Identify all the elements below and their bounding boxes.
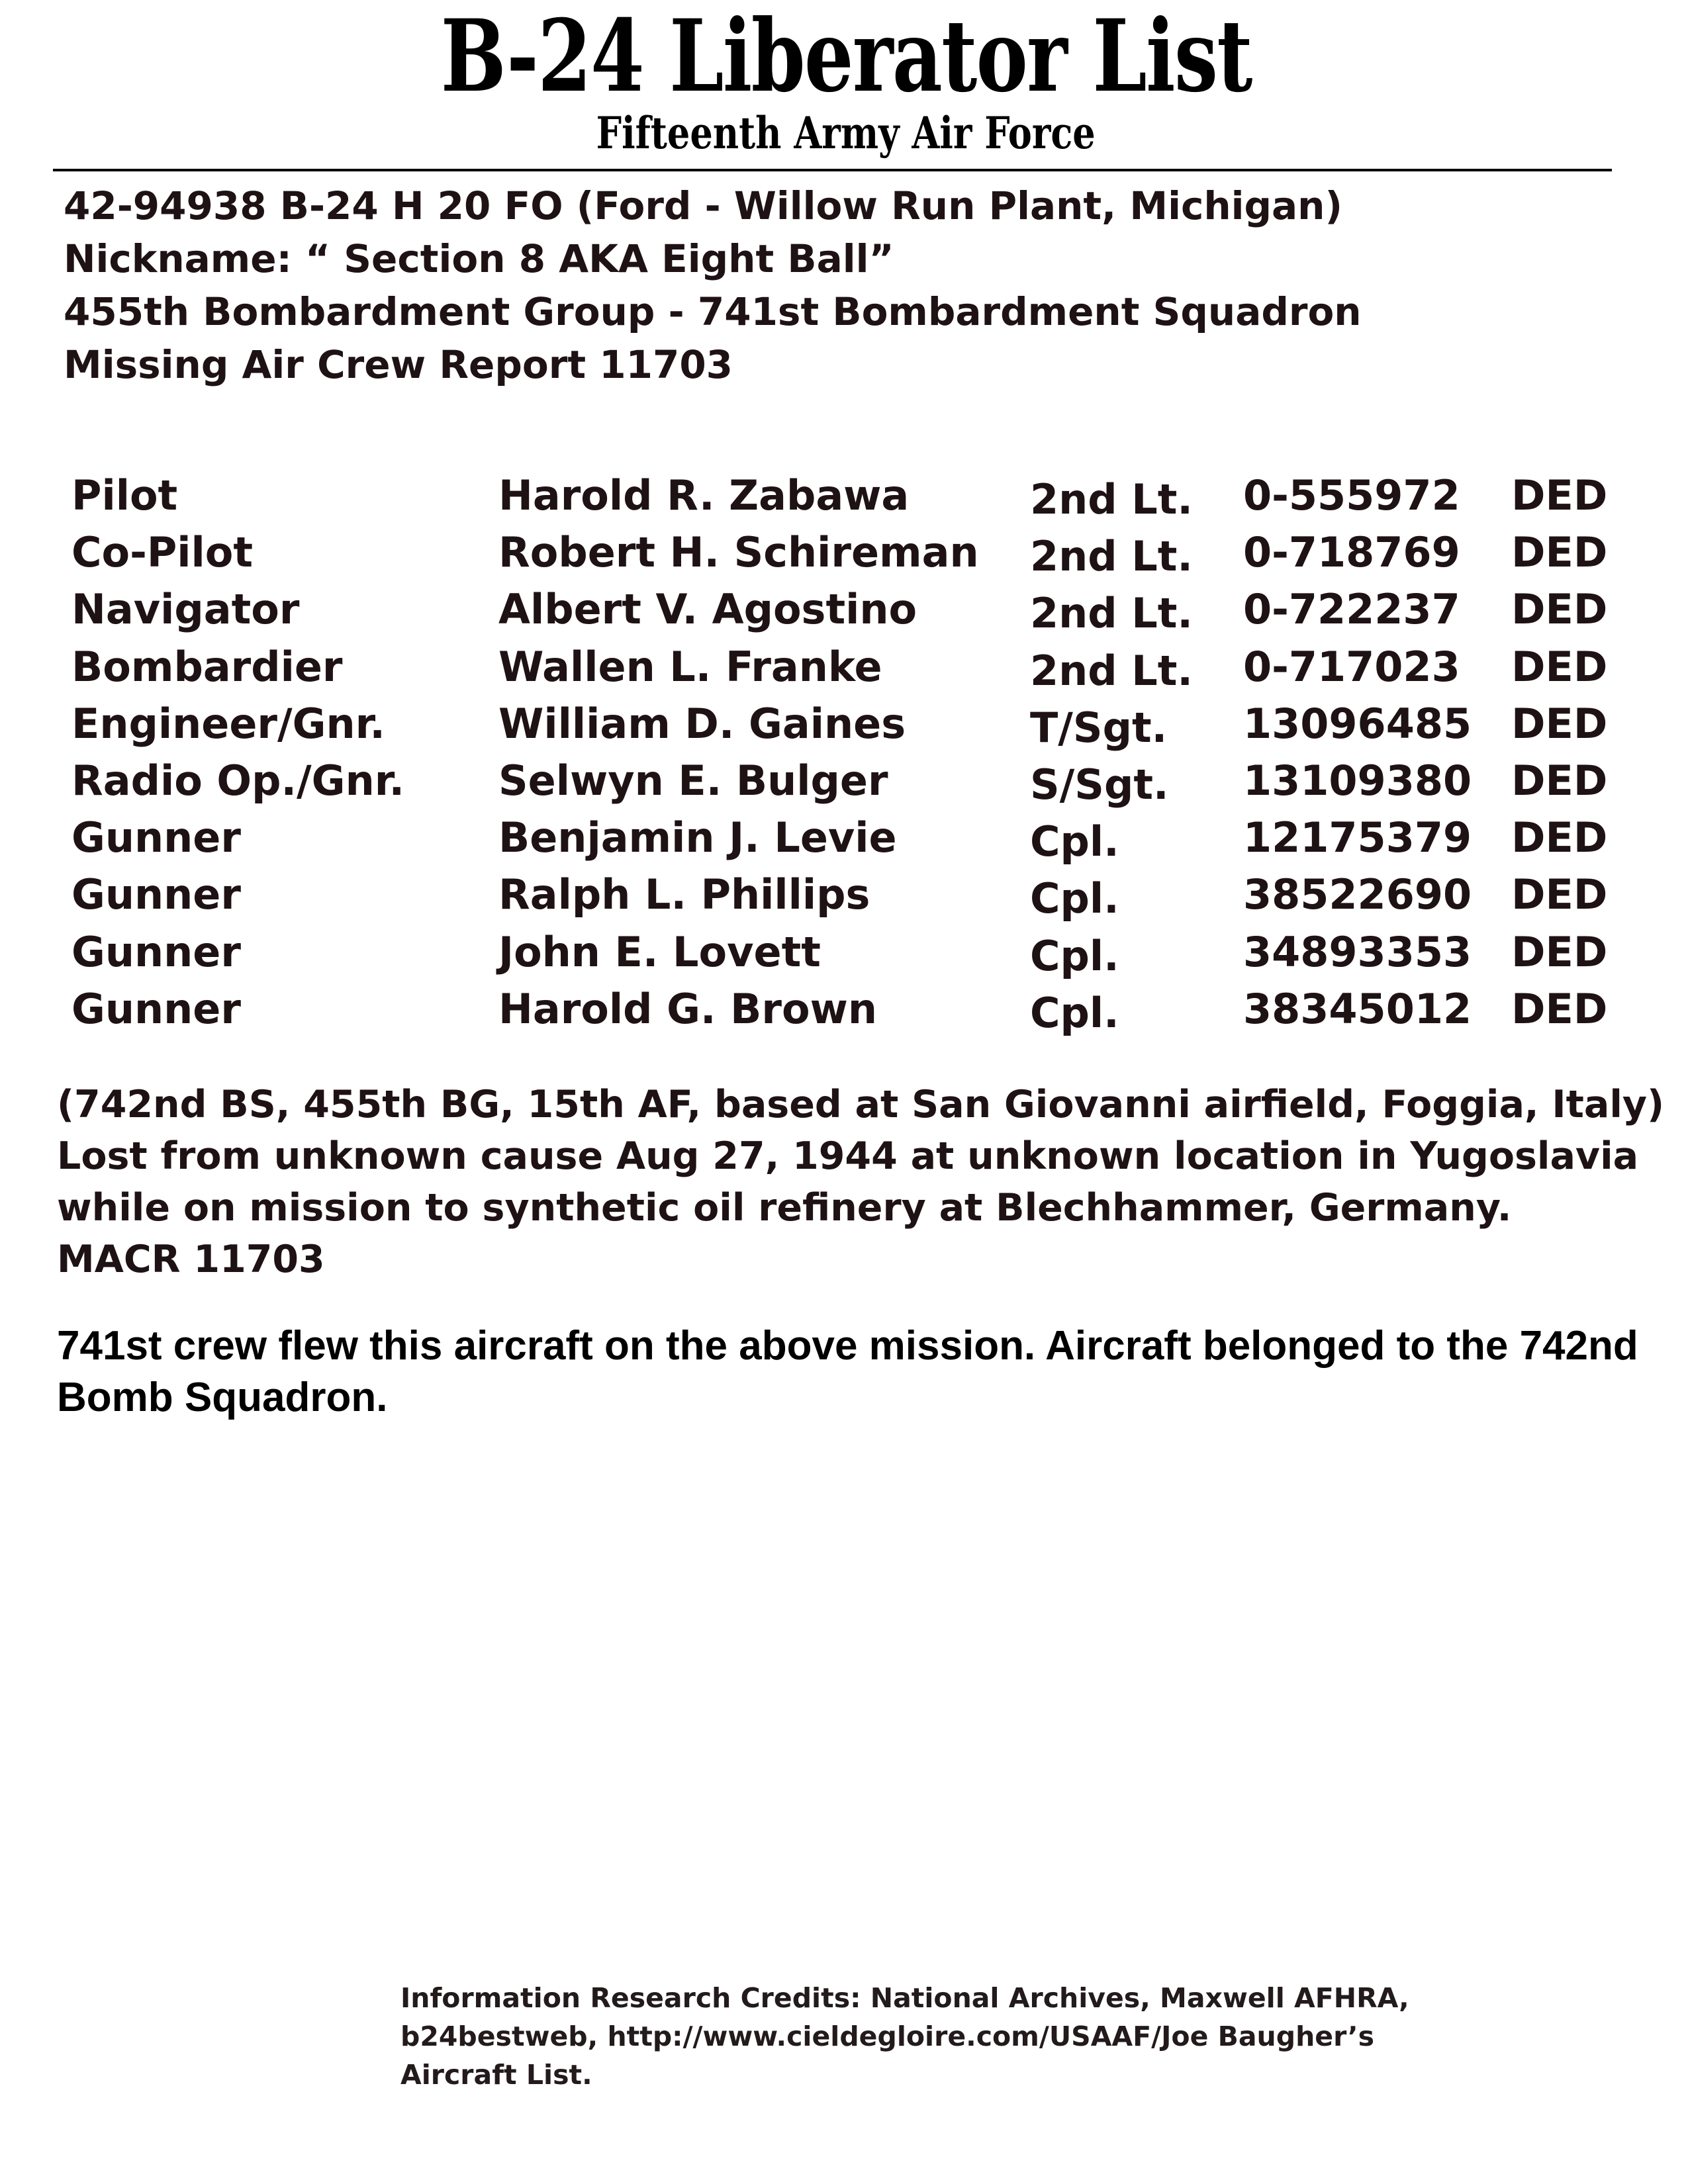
crew-name: William D. Gaines	[498, 699, 906, 748]
crew-note: 741st crew flew this aircraft on the above mission. Aircraft belonged to the 742nd Bomb Squadron.	[57, 1323, 1638, 1420]
aircraft-serial-line: 42-94938 B-24 H 20 FO (Ford - Willow Run Plant, Michigan)	[64, 183, 1342, 228]
loss-details	[57, 1079, 1664, 1285]
aircraft-nickname-line: Nickname: “ Section 8 AKA Eight Ball”	[64, 236, 894, 281]
crew-serial: 13109380	[1243, 756, 1472, 805]
crew-position: Gunner	[71, 813, 241, 862]
crew-position: Pilot	[71, 471, 178, 520]
crew-serial: 0-717023	[1243, 642, 1460, 691]
crew-status: DED	[1511, 984, 1608, 1033]
crew-name: Albert V. Agostino	[498, 585, 917, 634]
credits-line: b24bestweb, http://www.cieldegloire.com/USAAF/Joe Baugher’s	[400, 2021, 1375, 2052]
crew-status: DED	[1511, 699, 1608, 748]
crew-rank: 2nd Lt.	[1030, 475, 1193, 523]
crew-rank: S/Sgt.	[1030, 760, 1169, 809]
crew-name: Selwyn E. Bulger	[498, 756, 888, 805]
crew-position: Gunner	[71, 870, 241, 919]
crew-name: Benjamin J. Levie	[498, 813, 897, 862]
crew-name: Robert H. Schireman	[498, 528, 979, 577]
crew-status: DED	[1511, 813, 1608, 862]
crew-rank: 2nd Lt.	[1030, 532, 1193, 581]
crew-name: John E. Lovett	[498, 927, 821, 976]
crew-rank: T/Sgt.	[1030, 703, 1168, 752]
crew-status: DED	[1511, 471, 1608, 520]
crew-serial: 0-555972	[1243, 471, 1460, 520]
crew-position: Engineer/Gnr.	[71, 699, 385, 748]
loss-details-line: while on mission to synthetic oil refinery at Blechhammer, Germany.	[57, 1186, 1512, 1230]
crew-status: DED	[1511, 927, 1608, 976]
loss-details-line: Lost from unknown cause Aug 27, 1944 at unknown location in Yugoslavia	[57, 1134, 1639, 1178]
crew-status: DED	[1511, 528, 1608, 577]
crew-status: DED	[1511, 870, 1608, 919]
credits-line: Information Research Credits: National Archives, Maxwell AFHRA,	[400, 1982, 1409, 2014]
loss-details-line: MACR 11703	[57, 1238, 325, 1281]
crew-rank: Cpl.	[1030, 931, 1119, 980]
crew-name: Wallen L. Franke	[498, 642, 882, 691]
crew-position: Radio Op./Gnr.	[71, 756, 404, 805]
research-credits	[400, 1979, 1409, 2094]
crew-rank: Cpl.	[1030, 817, 1119, 866]
crew-name: Ralph L. Phillips	[498, 870, 870, 919]
crew-rank: Cpl.	[1030, 988, 1119, 1037]
crew-serial: 38345012	[1243, 984, 1472, 1033]
loss-details-line: (742nd BS, 455th BG, 15th AF, based at San Giovanni airfield, Foggia, Italy)	[57, 1083, 1665, 1126]
crew-serial: 38522690	[1243, 870, 1472, 919]
title-divider	[53, 169, 1612, 171]
aircraft-macr-line: Missing Air Crew Report 11703	[64, 342, 733, 387]
crew-name: Harold G. Brown	[498, 984, 877, 1033]
crew-serial: 13096485	[1243, 699, 1472, 748]
crew-position: Co-Pilot	[71, 528, 254, 577]
crew-position: Bombardier	[71, 642, 343, 691]
crew-position: Navigator	[71, 585, 300, 634]
crew-serial: 12175379	[1243, 813, 1472, 862]
page-title: B-24 Liberator List	[440, 0, 1252, 114]
crew-status: DED	[1511, 585, 1608, 634]
crew-status: DED	[1511, 756, 1608, 805]
crew-rank: 2nd Lt.	[1030, 589, 1193, 638]
crew-serial: 34893353	[1243, 927, 1472, 976]
crew-rank: Cpl.	[1030, 874, 1119, 923]
page-subtitle: Fifteenth Army Air Force	[596, 107, 1096, 159]
crew-name: Harold R. Zabawa	[498, 471, 910, 520]
crew-status: DED	[1511, 642, 1608, 691]
crew-serial: 0-718769	[1243, 528, 1460, 577]
aircraft-unit-line: 455th Bombardment Group - 741st Bombardment Squadron	[64, 289, 1362, 334]
crew-rank: 2nd Lt.	[1030, 646, 1193, 695]
crew-serial: 0-722237	[1243, 585, 1460, 634]
crew-position: Gunner	[71, 927, 241, 976]
crew-position: Gunner	[71, 984, 241, 1033]
credits-line: Aircraft List.	[400, 2059, 592, 2091]
